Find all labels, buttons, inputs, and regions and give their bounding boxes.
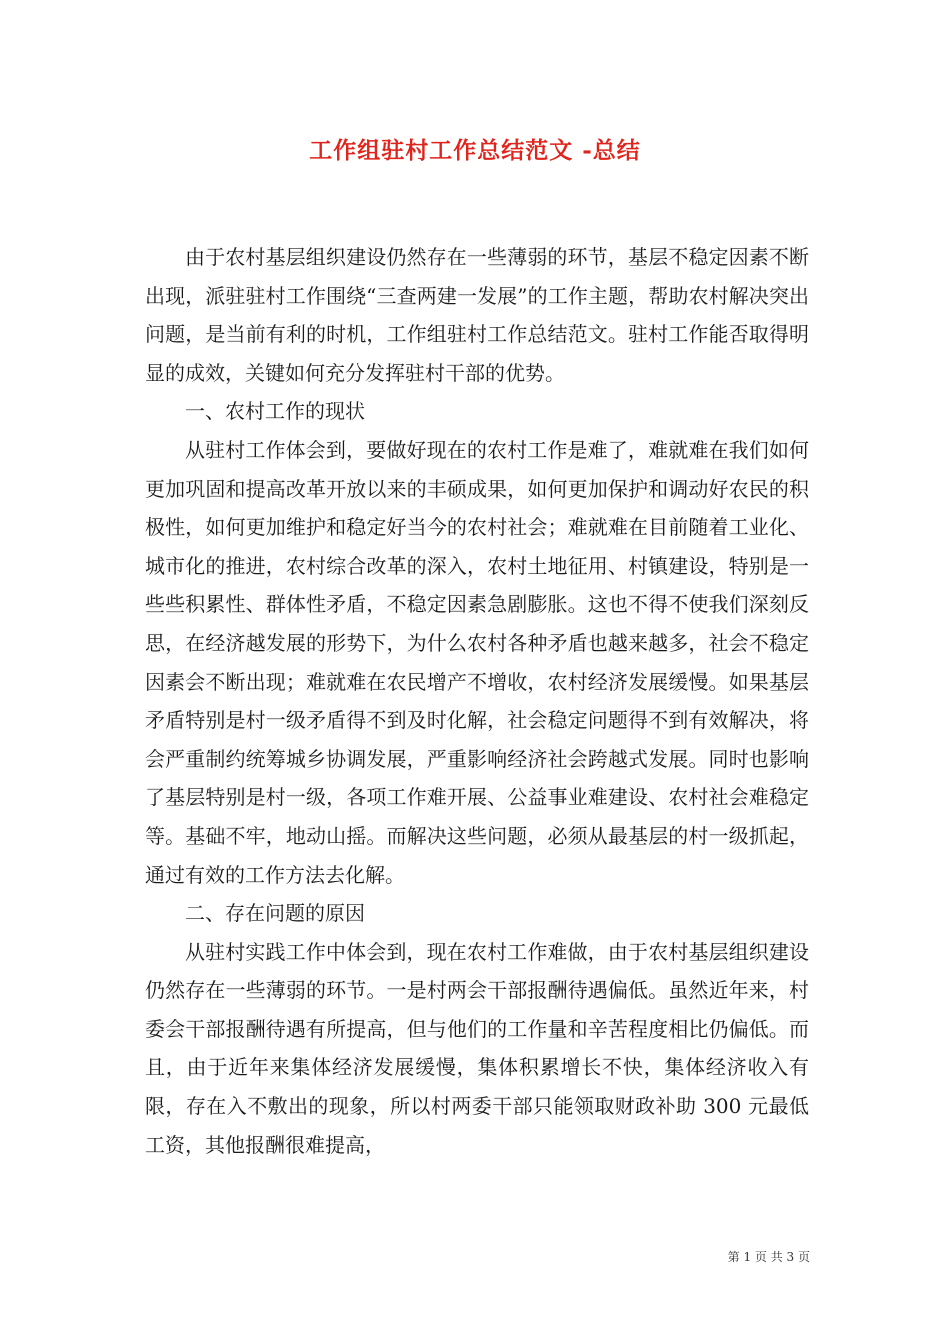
section-heading-2: 二、存在问题的原因 — [185, 901, 365, 926]
paragraph-intro: 由于农村基层组织建设仍然存在一些薄弱的环节，基层不稳定因素不断出现，派驻驻村工作围绕“三查两建一发展”的工作主题，帮助农村解决突出问题，是当前有利的时机，工作组驻村工作总结范文。驻村工作能否取得明显的成效，关键如何充分发挥驻村干部的优势。 — [145, 245, 809, 385]
section-heading-1: 一、农村工作的现状 — [185, 399, 365, 424]
document-body — [145, 238, 809, 1164]
document-title: 工作组驻村工作总结范文 -总结 — [309, 137, 641, 164]
page-number: 第 1 页 共 3 页 — [727, 1250, 810, 1264]
paragraph-problem-causes: 从驻村实践工作中体会到，现在农村工作难做，由于农村基层组织建设仍然存在一些薄弱的环节。一是村两会干部报酬待遇偏低。虽然近年来，村委会干部报酬待遇有所提高，但与他们的工作量和辛苦程度相比仍偏低。而且，由于近年来集体经济发展缓慢，集体积累增长不快，集体经济收入有限，存在入不敷出的现象，所以村两委干部只能领取财政补助 300 元最低工资，其他报酬很难提高， — [145, 939, 809, 1157]
paragraph-current-status: 从驻村工作体会到，要做好现在的农村工作是难了，难就难在我们如何更加巩固和提高改革开放以来的丰硕成果，如何更加保护和调动好农民的积极性，如何更加维护和稳定好当今的农村社会；难就难在目前随着工业化、城市化的推进，农村综合改革的深入，农村土地征用、村镇建设，特别是一些些积累性、群体性矛盾，不稳定因素急剧膨胀。这也不得不使我们深刻反思，在经济越发展的形势下，为什么农村各种矛盾也越来越多，社会不稳定因素会不断出现；难就难在农民增产不增收，农村经济发展缓慢。如果基层矛盾特别是村一级矛盾得不到及时化解，社会稳定问题得不到有效解决，将会严重制约统筹城乡协调发展，严重影响经济社会跨越式发展。同时也影响了基层特别是村一级，各项工作难开展、公益事业难建设、农村社会难稳定等。基础不牢，地动山摇。而解决这些问题，必须从最基层的村一级抓起，通过有效的工作方法去化解。 — [145, 437, 809, 887]
